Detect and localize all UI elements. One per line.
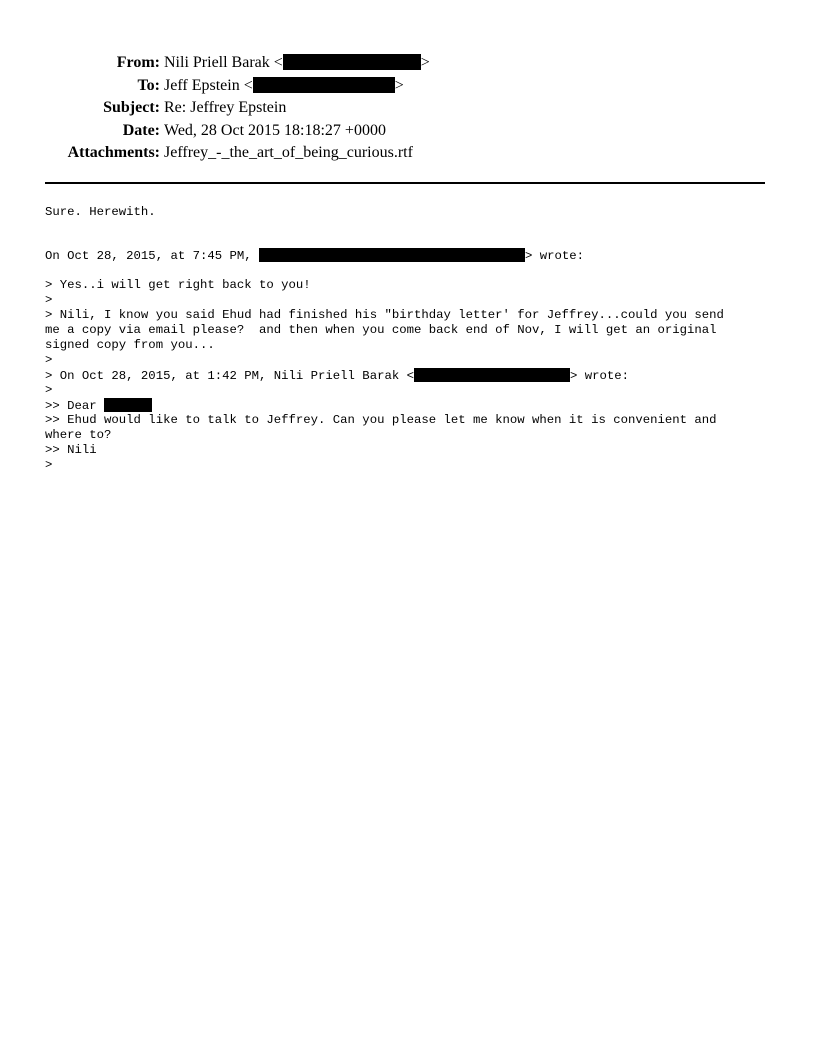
from-value	[164, 52, 430, 75]
quoted-line: >	[45, 383, 53, 397]
quoted-line: >> Nili	[45, 443, 97, 457]
to-close: >	[394, 76, 404, 94]
quoted-line: me a copy via email please? and then when you come back end of Nov, I will get an original	[45, 323, 717, 337]
redaction-block	[253, 77, 395, 93]
quoted-line: >	[45, 353, 53, 367]
subject-label: Subject:	[103, 99, 160, 116]
date-row	[0, 120, 816, 143]
body-line: Sure. Herewith.	[45, 205, 156, 219]
subject-value: Re: Jeffrey Epstein	[164, 99, 287, 116]
from-name: Nili Priell Barak <	[164, 54, 283, 71]
redaction-block	[414, 368, 570, 382]
to-label: To:	[137, 76, 160, 94]
attachments-label: Attachments:	[67, 144, 160, 161]
reply-intro-suffix: > wrote:	[525, 249, 585, 263]
attachments-row	[0, 142, 816, 165]
quoted-line: >	[45, 293, 53, 307]
from-label: From:	[116, 54, 160, 71]
quoted-line: > Nili, I know you said Ehud had finished his "birthday letter' for Jeffrey...could you send	[45, 308, 724, 322]
quoted-header-prefix: > On Oct 28, 2015, at 1:42 PM, Nili Priell Barak <	[45, 369, 414, 383]
reply-intro-prefix: On Oct 28, 2015, at 7:45 PM,	[45, 249, 260, 263]
quoted-line: > Yes..i will get right back to you!	[45, 278, 311, 292]
quoted-header-line	[45, 368, 770, 384]
attachment-filename[interactable]: Jeffrey_-_the_art_of_being_curious.rtf	[164, 144, 413, 161]
subject-row	[0, 97, 816, 120]
quoted-header-suffix: > wrote:	[569, 369, 630, 383]
redaction-block	[104, 398, 152, 412]
from-row	[0, 52, 816, 75]
header-divider	[45, 182, 765, 184]
date-label: Date:	[122, 121, 160, 139]
redaction-block	[259, 248, 525, 262]
salutation-line	[45, 398, 770, 414]
salutation-prefix: >> Dear	[45, 399, 105, 413]
from-close: >	[420, 54, 430, 71]
quoted-line: signed copy from you...	[45, 338, 215, 352]
to-value	[164, 75, 404, 98]
date-value: Wed, 28 Oct 2015 18:18:27 +0000	[164, 121, 386, 139]
quoted-line: >	[45, 458, 53, 472]
email-header	[0, 52, 816, 165]
redaction-block	[283, 54, 421, 70]
quoted-line: >> Ehud would like to talk to Jeffrey. Can you please let me know when it is convenient and	[45, 413, 717, 427]
to-name: Jeff Epstein <	[164, 76, 253, 94]
quoted-line: where to?	[45, 428, 112, 442]
to-row	[0, 75, 816, 98]
reply-intro	[45, 248, 770, 264]
